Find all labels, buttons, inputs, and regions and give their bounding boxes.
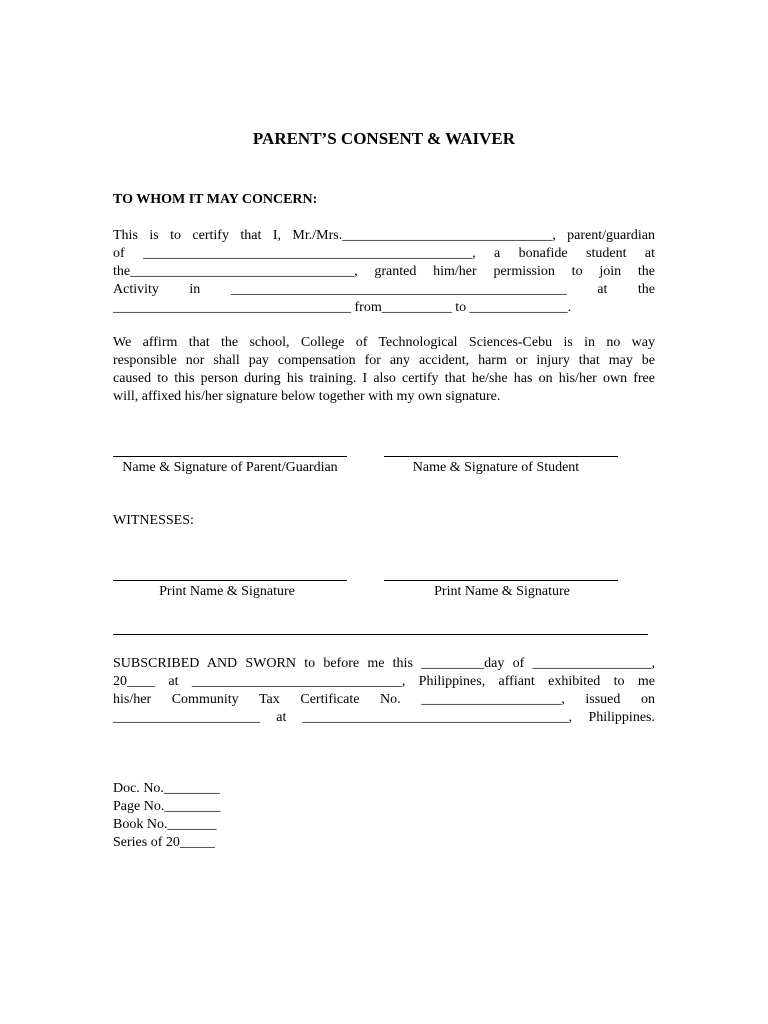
salutation: TO WHOM IT MAY CONCERN: bbox=[113, 192, 318, 207]
paragraph-line: of _______________________________________________, a bonafide student at bbox=[113, 246, 655, 261]
jurat-line: _____________________ at ______________________________________, Philippines. bbox=[113, 710, 655, 725]
paragraph-line: will, affixed his/her signature below together with my own signature. bbox=[113, 389, 501, 404]
paragraph-line: responsible nor shall pay compensation for any accident, harm or injury that may be bbox=[113, 353, 655, 368]
paragraph-line: This is to certify that I, Mr./Mrs.______________________________, parent/guardian bbox=[113, 228, 655, 243]
student-signature-caption: Name & Signature of Student bbox=[412, 460, 580, 475]
witness-left-signature-line bbox=[113, 580, 347, 581]
jurat-paragraph bbox=[113, 655, 655, 727]
witness-right-signature-line bbox=[384, 580, 618, 581]
separator-line bbox=[113, 634, 648, 635]
series-year: Series of 20_____ bbox=[113, 835, 215, 850]
paragraph-line: caused to this person during his training. I also certify that he/she has on his/her own free bbox=[113, 371, 655, 386]
jurat-line: SUBSCRIBED AND SWORN to before me this _________day of _________________, bbox=[113, 656, 655, 671]
parent-signature-caption: Name & Signature of Parent/Guardian bbox=[122, 460, 338, 475]
jurat-line: his/her Community Tax Certificate No. ____________________, issued on bbox=[113, 692, 655, 707]
paragraph-line: We affirm that the school, College of Technological Sciences-Cebu is in no way bbox=[113, 335, 655, 350]
paragraph-line: the________________________________, granted him/her permission to join the bbox=[113, 264, 655, 279]
page-number: Page No.________ bbox=[113, 799, 221, 814]
affirmation-paragraph bbox=[113, 334, 655, 406]
witness-right-caption: Print Name & Signature bbox=[434, 584, 570, 599]
doc-number: Doc. No.________ bbox=[113, 781, 220, 796]
witnesses-label: WITNESSES: bbox=[113, 513, 194, 528]
document-title: PARENT’S CONSENT & WAIVER bbox=[252, 129, 516, 148]
witness-left-caption: Print Name & Signature bbox=[159, 584, 295, 599]
book-number: Book No._______ bbox=[113, 817, 217, 832]
parent-signature-line bbox=[113, 456, 347, 457]
jurat-line: 20____ at ______________________________, Philippines, affiant exhibited to me bbox=[113, 674, 655, 689]
student-signature-line bbox=[384, 456, 618, 457]
paragraph-line: __________________________________ from__________ to ______________. bbox=[113, 300, 572, 315]
paragraph-line: Activity in ________________________________________________ at the bbox=[113, 282, 655, 297]
certification-paragraph bbox=[113, 227, 655, 317]
notarial-details bbox=[113, 780, 220, 852]
